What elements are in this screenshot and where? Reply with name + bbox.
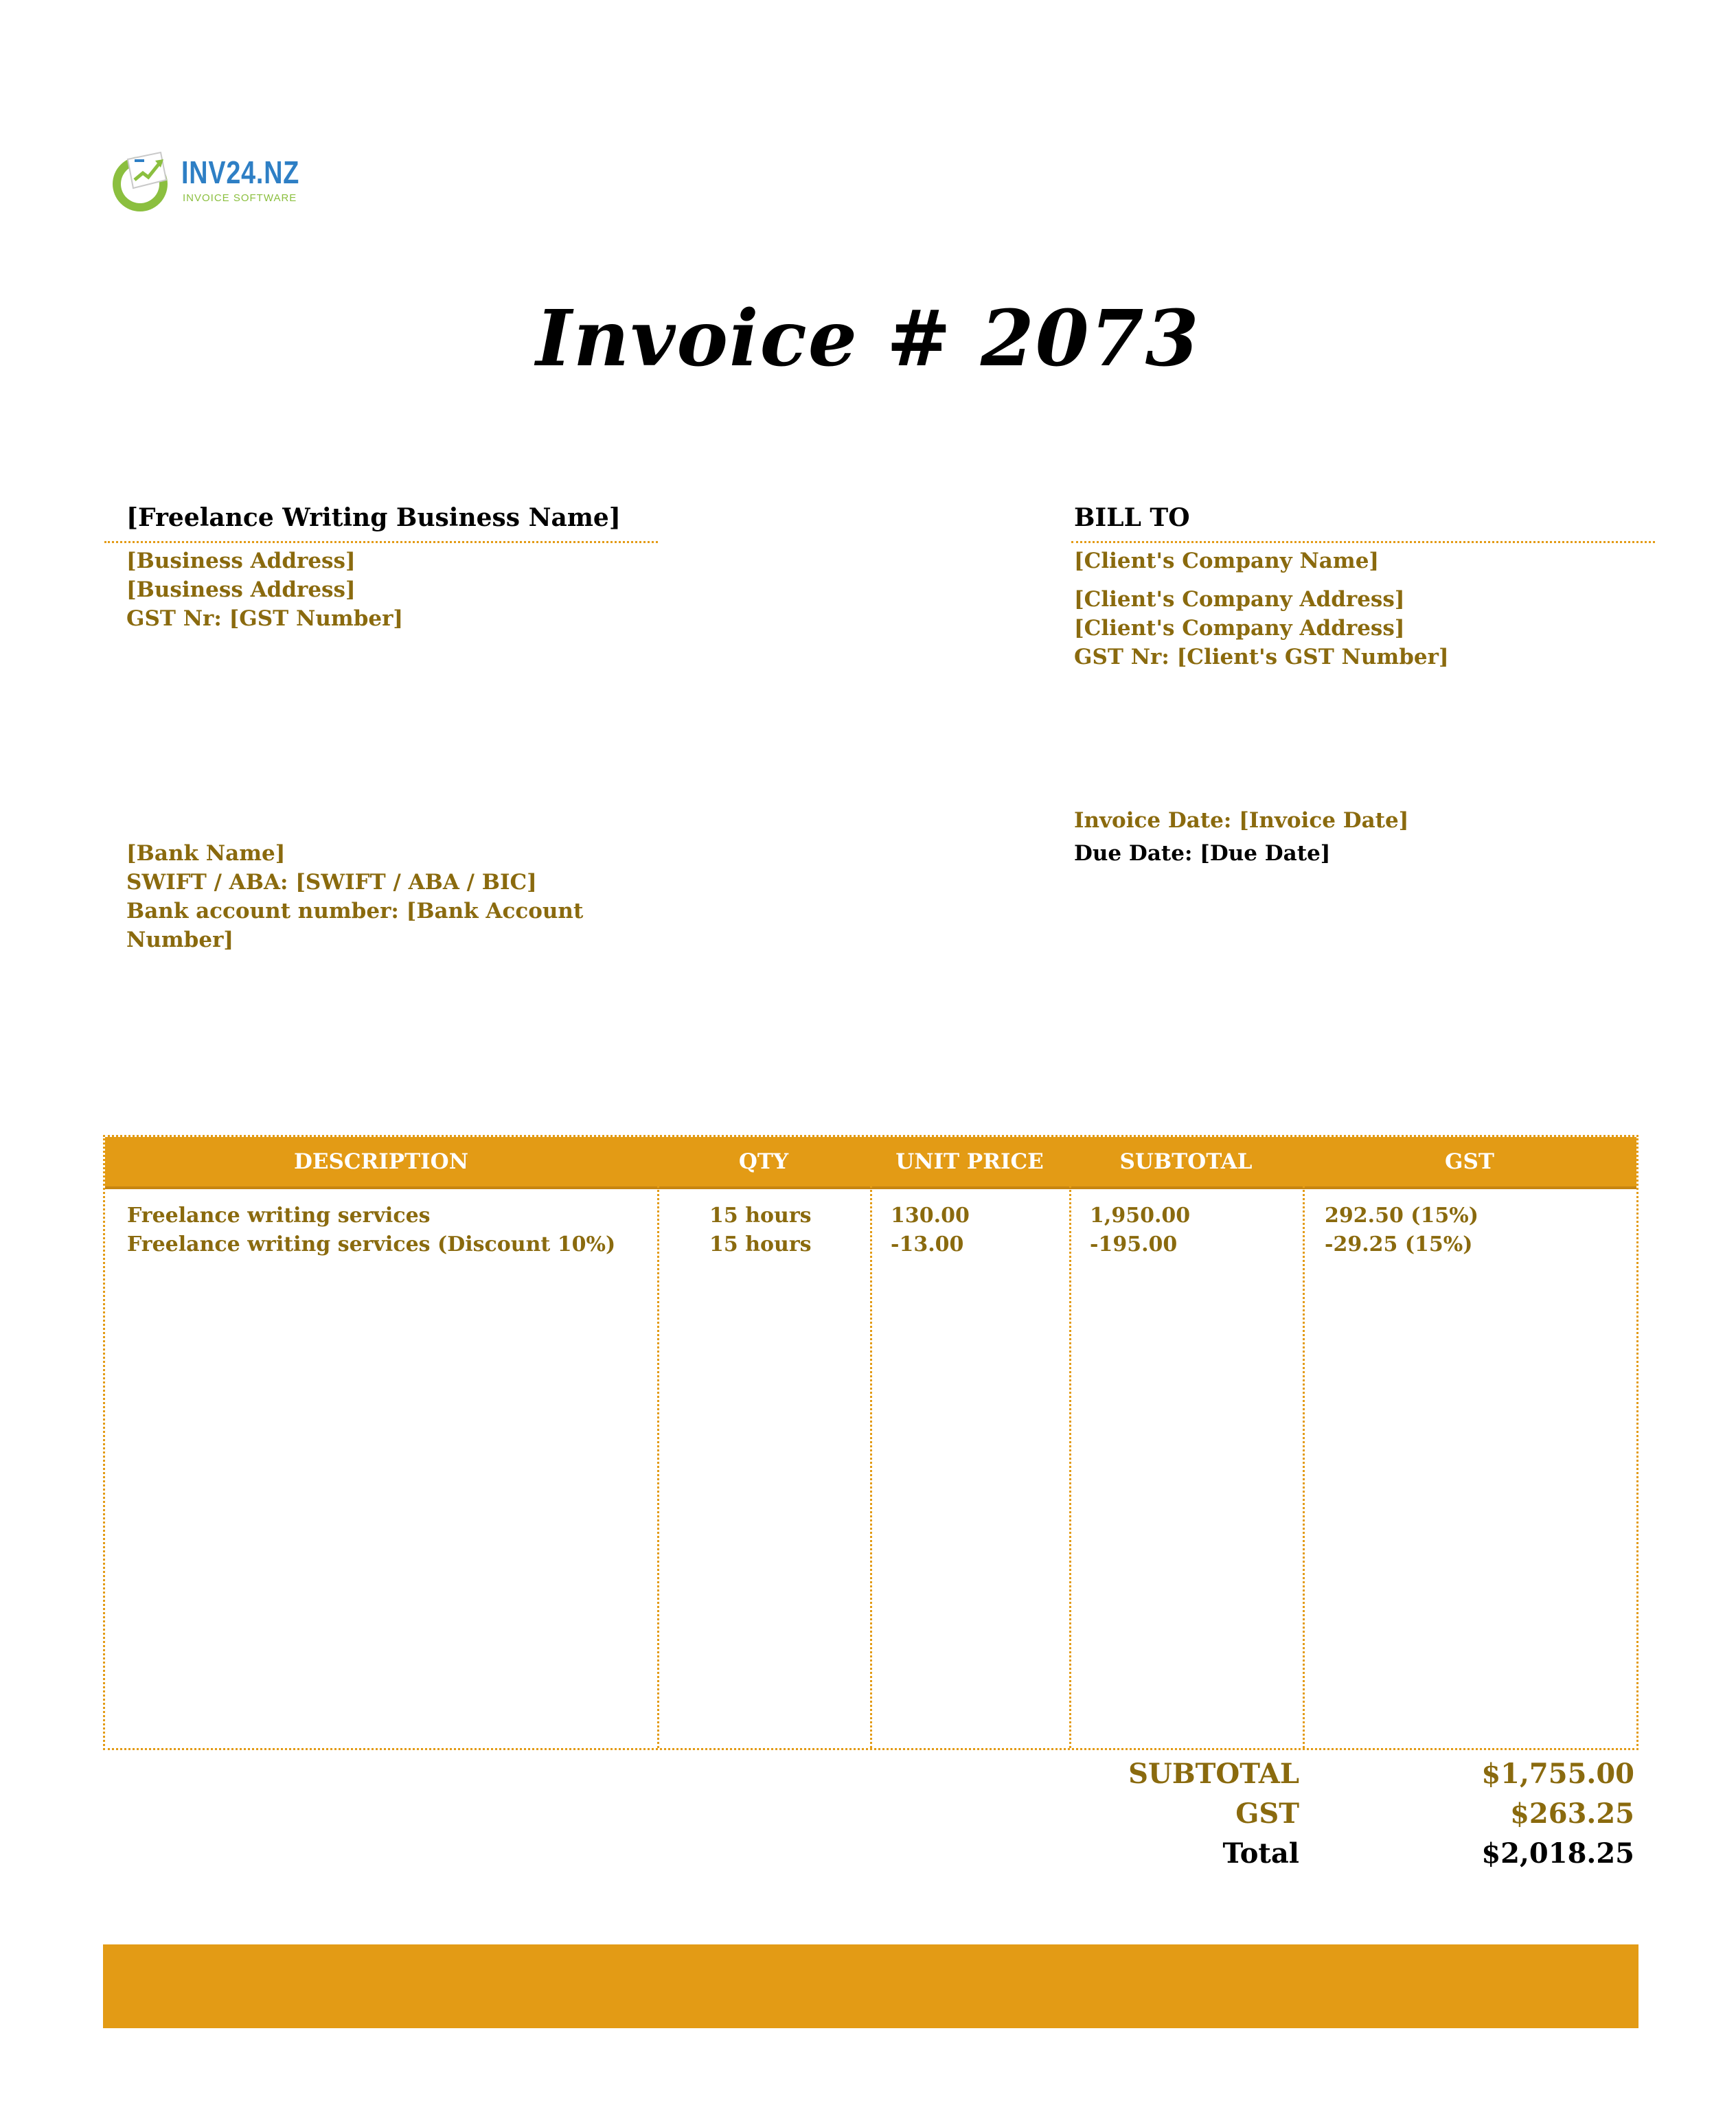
logo-icon [107, 146, 176, 214]
logo [107, 146, 313, 214]
gst-label: GST [1235, 1797, 1299, 1830]
row-1-description: Freelance writing services [127, 1204, 431, 1228]
bank-account-line-1: Bank account number: [Bank Account [126, 899, 584, 923]
row-2-qty: 15 hours [709, 1232, 812, 1256]
header-gst: GST [1445, 1149, 1494, 1174]
seller-divider [104, 541, 658, 543]
seller-address-1: [Business Address] [126, 549, 356, 573]
total-value: $2,018.25 [1481, 1837, 1634, 1870]
client-address-2: [Client's Company Address] [1074, 616, 1405, 641]
bank-name: [Bank Name] [126, 841, 286, 866]
due-date: Due Date: [Due Date] [1074, 841, 1331, 866]
bank-swift: SWIFT / ABA: [SWIFT / ABA / BIC] [126, 870, 537, 895]
column-divider [1069, 1137, 1071, 1748]
row-1-qty: 15 hours [709, 1204, 812, 1228]
total-label: Total [1222, 1837, 1299, 1870]
client-gst: GST Nr: [Client's GST Number] [1074, 645, 1449, 669]
row-1-subtotal: 1,950.00 [1090, 1204, 1191, 1228]
row-2-gst: -29.25 (15%) [1325, 1232, 1473, 1256]
logo-tagline: INVOICE SOFTWARE [183, 192, 297, 204]
seller-gst: GST Nr: [GST Number] [126, 606, 404, 631]
row-2-subtotal: -195.00 [1090, 1232, 1178, 1256]
subtotal-value: $1,755.00 [1481, 1758, 1634, 1790]
row-1-unit-price: 130.00 [891, 1204, 970, 1228]
footer-bar [103, 1944, 1638, 2028]
bill-to-heading: BILL TO [1074, 503, 1190, 532]
row-2-description: Freelance writing services (Discount 10%) [127, 1232, 616, 1256]
seller-name: [Freelance Writing Business Name] [126, 503, 621, 532]
row-1-gst: 292.50 (15%) [1325, 1204, 1478, 1228]
logo-name: INV24.NZ [181, 154, 300, 190]
client-address-1: [Client's Company Address] [1074, 587, 1405, 612]
row-2-unit-price: -13.00 [891, 1232, 964, 1256]
column-divider [1303, 1137, 1305, 1748]
header-qty: QTY [738, 1149, 789, 1174]
invoice-title: Invoice # 2073 [536, 294, 1200, 384]
bank-account-line-2: Number] [126, 928, 234, 952]
header-unit-price: UNIT PRICE [895, 1149, 1044, 1174]
subtotal-label: SUBTOTAL [1128, 1758, 1299, 1790]
column-divider [657, 1137, 659, 1748]
header-description: DESCRIPTION [293, 1149, 469, 1174]
gst-value: $263.25 [1510, 1797, 1634, 1830]
column-divider [870, 1137, 872, 1748]
seller-address-2: [Business Address] [126, 577, 356, 602]
client-company-name: [Client's Company Name] [1074, 549, 1380, 573]
items-table [103, 1135, 1638, 1750]
invoice-date: Invoice Date: [Invoice Date] [1074, 808, 1409, 833]
header-subtotal: SUBTOTAL [1119, 1149, 1253, 1174]
bill-to-divider [1071, 541, 1655, 543]
